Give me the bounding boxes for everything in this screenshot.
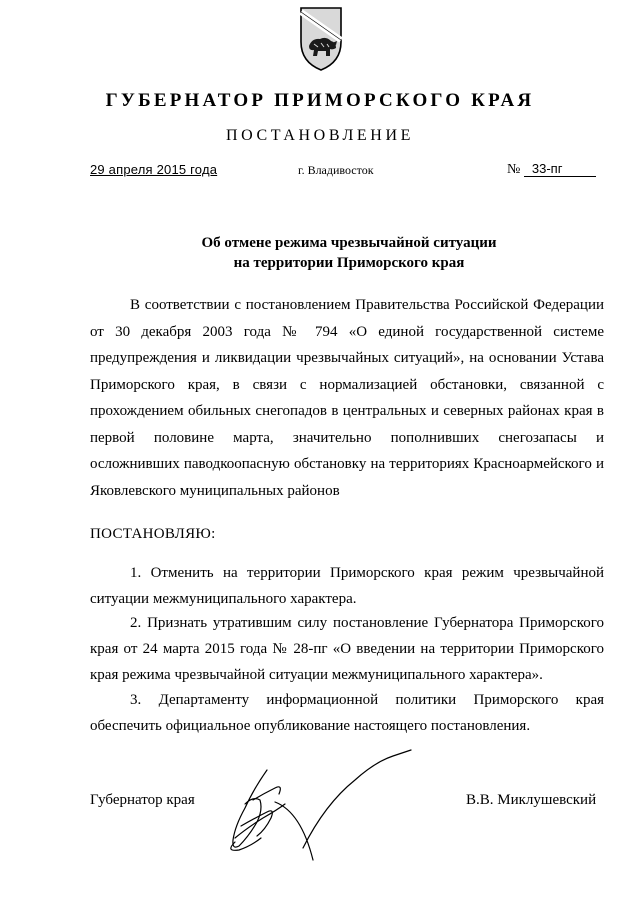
document-type-heading: ПОСТАНОВЛЕНИЕ xyxy=(226,127,414,144)
signatory-position: Губернатор края xyxy=(90,792,195,808)
number-value: 33-пг xyxy=(524,162,596,177)
signatory-name: В.В. Миклушевский xyxy=(466,792,597,808)
document-number xyxy=(507,162,596,178)
document-city: г. Владивосток xyxy=(298,163,374,177)
decree-item-3: 3. Департаменту информационной политики Приморского края обеспечить официальное опубликование настоящего постановления. xyxy=(90,692,604,734)
basis-paragraph: В соответствии с постановлением Правительства Российской Федерации от 30 декабря 2003 года № 794 «О единой государственной системе предупреждения и ликвидации чрезвычайных ситуаций», на основании Устава Приморского края, в связи с нормализацией обстановки, связанной с прохождением обильных снегопадов в центральных и северных районах края в первой половине марта, значительно пополнивших снегозапасы и осложнивших паводкоопасную обстановку на территориях Красноармейского и Яковлевского муниципальных районов xyxy=(90,297,604,499)
handwritten-signature xyxy=(205,742,415,882)
number-prefix: № xyxy=(507,162,521,177)
decree-item-2: 2. Признать утратившим силу постановление Губернатора Приморского края от 24 марта 2015 года № 28-пг «О введении на территории Приморского края режима чрезвычайной ситуации межмуниципального характера». xyxy=(90,615,604,683)
document-title xyxy=(90,233,608,273)
coat-of-arms-emblem xyxy=(296,6,346,72)
decree-item-1: 1. Отменить на территории Приморского края режим чрезвычайной ситуации межмуниципального характера. xyxy=(90,565,604,607)
title-line-1: Об отмене режима чрезвычайной ситуации xyxy=(201,235,497,251)
document-date: 29 апреля 2015 года xyxy=(90,162,218,177)
decree-word: ПОСТАНОВЛЯЮ: xyxy=(90,526,216,542)
issuer-heading: ГУБЕРНАТОР ПРИМОРСКОГО КРАЯ xyxy=(105,90,535,111)
title-line-2: на территории Приморского края xyxy=(233,255,465,271)
